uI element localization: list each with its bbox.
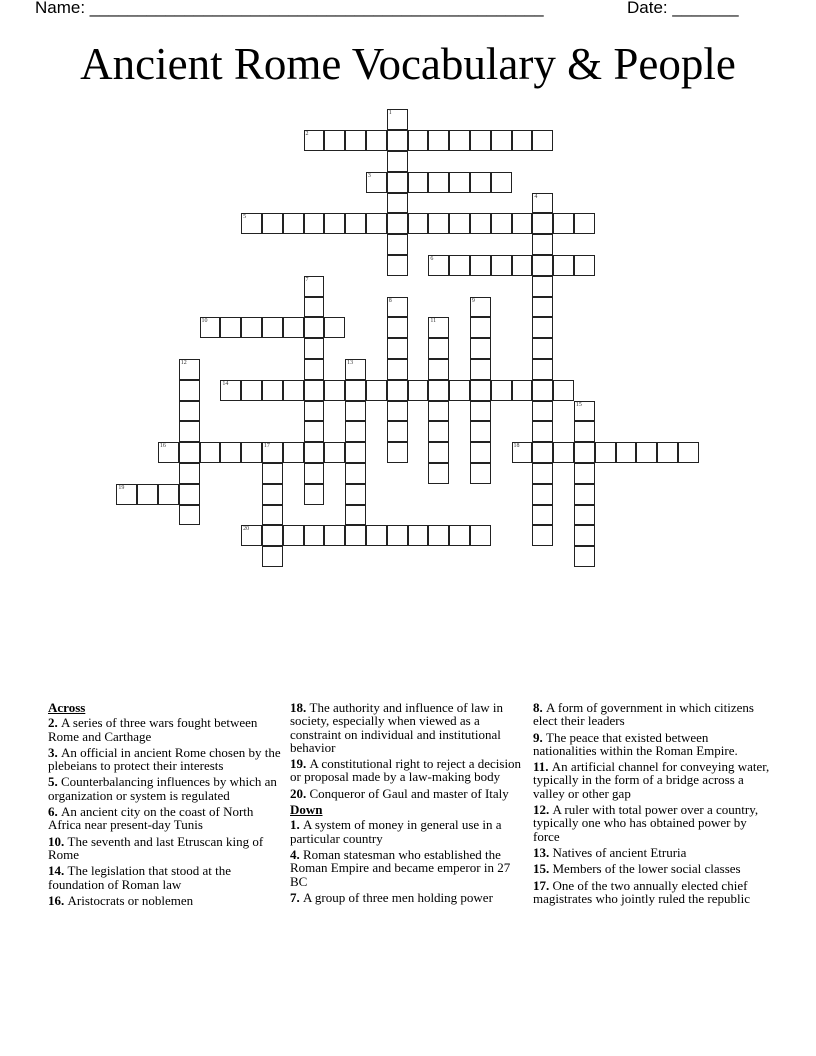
crossword-cell[interactable] xyxy=(304,484,325,505)
crossword-cell[interactable] xyxy=(262,463,283,484)
down-clue: 7. A group of three men holding power xyxy=(290,889,493,905)
crossword-cell[interactable] xyxy=(179,401,200,422)
crossword-cell[interactable] xyxy=(304,130,325,151)
crossword-cell[interactable] xyxy=(595,442,616,463)
across-clue: 5. Counterbalancing influences by which an organization or system is regulated xyxy=(48,774,277,803)
crossword-cell[interactable] xyxy=(532,463,553,484)
crossword-cell[interactable] xyxy=(241,213,262,234)
crossword-cell[interactable] xyxy=(553,255,574,276)
crossword-cell[interactable] xyxy=(179,484,200,505)
down-clue: 12. A ruler with total power over a country, typically one who has obtained power by force xyxy=(533,802,759,844)
crossword-cell[interactable] xyxy=(428,442,449,463)
down-heading: Down xyxy=(290,802,323,818)
crossword-cell[interactable] xyxy=(532,276,553,297)
crossword-cell[interactable] xyxy=(366,525,387,546)
crossword-cell[interactable] xyxy=(262,484,283,505)
clue-number-label: 2 xyxy=(48,715,55,731)
crossword-cell[interactable] xyxy=(532,421,553,442)
clue-text: A series of three wars fought between Rome and Carthage xyxy=(48,715,258,744)
crossword-cell[interactable] xyxy=(491,380,512,401)
crossword-cell[interactable] xyxy=(324,213,345,234)
across-clue: 14. The legislation that stood at the foundation of Roman law xyxy=(48,863,232,892)
crossword-cell[interactable] xyxy=(470,401,491,422)
crossword-cell[interactable] xyxy=(345,213,366,234)
down-clue: 9. The peace that existed between nationalities within the Roman Empire. xyxy=(533,729,738,758)
clue-text: The seventh and last Etruscan king of Rome xyxy=(48,833,264,862)
crossword-cell[interactable] xyxy=(408,172,429,193)
page-title: Ancient Rome Vocabulary & People xyxy=(80,39,736,89)
clue-number: 10 xyxy=(201,318,208,325)
date-field-label: Date: _______ xyxy=(627,0,739,17)
crossword-cell[interactable] xyxy=(532,234,553,255)
clue-number: 17 xyxy=(263,443,270,450)
crossword-cell[interactable] xyxy=(387,109,408,130)
crossword-cell[interactable] xyxy=(387,359,408,380)
crossword-cell[interactable] xyxy=(512,130,533,151)
down-clue: 1. A system of money in general use in a particular country xyxy=(290,817,502,846)
crossword-cell[interactable] xyxy=(387,130,408,151)
crossword-cell[interactable] xyxy=(449,130,470,151)
clue-text: A constitutional right to reject a decision or proposal made by a law-making body xyxy=(290,756,522,785)
crossword-cell[interactable] xyxy=(345,421,366,442)
clue-text: A group of three men holding power xyxy=(303,889,493,905)
crossword-cell[interactable] xyxy=(532,297,553,318)
crossword-cell[interactable] xyxy=(345,130,366,151)
clue-number-label: 8 xyxy=(533,700,540,715)
clue-number: 3 xyxy=(367,172,371,179)
crossword-cell[interactable] xyxy=(491,255,512,276)
clue-number-label: 15 xyxy=(533,861,546,877)
clue-number-label: 6 xyxy=(48,804,55,820)
crossword-cell[interactable] xyxy=(449,380,470,401)
clue-number: 12 xyxy=(180,359,187,366)
clue-number: 7 xyxy=(305,276,309,283)
crossword-cell[interactable] xyxy=(158,484,179,505)
crossword-cell[interactable] xyxy=(574,505,595,526)
crossword-cell[interactable] xyxy=(387,151,408,172)
across-heading: Across xyxy=(48,700,86,715)
crossword-cell[interactable] xyxy=(532,255,553,276)
crossword-cell[interactable] xyxy=(220,380,241,401)
crossword-cell[interactable] xyxy=(532,401,553,422)
crossword-cell[interactable] xyxy=(574,421,595,442)
crossword-cell[interactable] xyxy=(304,276,325,297)
clue-text: A form of government in which citizens elect their leaders xyxy=(533,700,754,729)
clue-number-label: 16 xyxy=(48,892,61,908)
clue-number-label: 10 xyxy=(48,833,61,849)
crossword-cell[interactable] xyxy=(179,505,200,526)
across-clue: 10. The seventh and last Etruscan king of Rome xyxy=(48,833,264,862)
crossword-cell[interactable] xyxy=(470,463,491,484)
clues-column-1 xyxy=(48,701,286,910)
across-clue: 18. The authority and influence of law in society, especially when viewed as a constraint on individual and institutional behavior xyxy=(290,700,503,755)
clue-number: 18 xyxy=(513,443,520,450)
crossword-cell[interactable] xyxy=(428,463,449,484)
crossword-cell[interactable] xyxy=(491,172,512,193)
clue-number-label: 19 xyxy=(290,756,303,772)
crossword-cell[interactable] xyxy=(366,172,387,193)
clue-number-label: 14 xyxy=(48,863,61,879)
crossword-cell[interactable] xyxy=(532,525,553,546)
crossword-cell[interactable] xyxy=(428,401,449,422)
crossword-cell[interactable] xyxy=(428,213,449,234)
crossword-cell[interactable] xyxy=(345,359,366,380)
clue-number: 5 xyxy=(243,214,247,221)
crossword-cell[interactable] xyxy=(304,297,325,318)
crossword-cell[interactable] xyxy=(428,380,449,401)
crossword-cell[interactable] xyxy=(179,380,200,401)
clue-number-label: 13 xyxy=(533,844,546,860)
crossword-cell[interactable] xyxy=(532,442,553,463)
crossword-cell[interactable] xyxy=(387,401,408,422)
across-clue: 3. An official in ancient Rome chosen by the plebeians to protect their interests xyxy=(48,744,281,774)
clue-text: An artificial channel for conveying water, typically in the form of a bridge across a valley or other gap xyxy=(533,759,770,801)
crossword-cell[interactable] xyxy=(387,338,408,359)
crossword-cell[interactable] xyxy=(283,213,304,234)
crossword-cell[interactable] xyxy=(345,525,366,546)
crossword-cell[interactable] xyxy=(553,380,574,401)
across-clue: 2. A series of three wars fought between Rome and Carthage xyxy=(48,715,258,744)
crossword-cell[interactable] xyxy=(449,255,470,276)
crossword-cell[interactable] xyxy=(532,380,553,401)
across-clue: 16. Aristocrats or noblemen xyxy=(48,892,194,908)
crossword-cell[interactable] xyxy=(470,525,491,546)
crossword-cell[interactable] xyxy=(366,213,387,234)
crossword-cell[interactable] xyxy=(574,255,595,276)
crossword-cell[interactable] xyxy=(470,130,491,151)
crossword-cell[interactable] xyxy=(241,525,262,546)
crossword-cell[interactable] xyxy=(324,380,345,401)
crossword-cell[interactable] xyxy=(428,421,449,442)
clue-text: A system of money in general use in a particular country xyxy=(290,817,502,846)
clue-number-label: 12 xyxy=(533,802,546,818)
crossword-cell[interactable] xyxy=(179,463,200,484)
crossword-cell[interactable] xyxy=(324,525,345,546)
crossword-cell[interactable] xyxy=(470,380,491,401)
crossword-cell[interactable] xyxy=(262,442,283,463)
crossword-cell[interactable] xyxy=(470,442,491,463)
clue-number: 16 xyxy=(159,443,166,450)
crossword-cell[interactable] xyxy=(283,442,304,463)
clue-number: 20 xyxy=(243,526,250,533)
crossword-cell[interactable] xyxy=(657,442,678,463)
crossword-cell[interactable] xyxy=(574,484,595,505)
crossword-cell[interactable] xyxy=(283,525,304,546)
name-field-label: Name: ________________________________________________ xyxy=(35,0,544,17)
clue-number: 15 xyxy=(575,401,582,408)
crossword-cell[interactable] xyxy=(449,213,470,234)
clue-number: 11 xyxy=(430,318,437,325)
clue-number-label: 1 xyxy=(290,817,297,833)
clue-text: Roman statesman who established the Roman Empire and became emperor in 27 BC xyxy=(290,846,511,889)
down-clue: 8. A form of government in which citizens elect their leaders xyxy=(533,700,754,729)
crossword-cell[interactable] xyxy=(262,525,283,546)
crossword-cell[interactable] xyxy=(262,546,283,567)
crossword-cell[interactable] xyxy=(200,317,221,338)
crossword-cell[interactable] xyxy=(387,525,408,546)
crossword-cell[interactable] xyxy=(345,484,366,505)
crossword-cell[interactable] xyxy=(553,442,574,463)
crossword-cell[interactable] xyxy=(387,255,408,276)
crossword-cell[interactable] xyxy=(428,130,449,151)
crossword-cell[interactable] xyxy=(553,213,574,234)
clue-number: 6 xyxy=(430,255,434,262)
crossword-cell[interactable] xyxy=(428,359,449,380)
crossword-cell[interactable] xyxy=(532,484,553,505)
clue-number: 9 xyxy=(471,297,475,304)
crossword-cell[interactable] xyxy=(179,442,200,463)
clue-number: 2 xyxy=(305,131,309,138)
crossword-cell[interactable] xyxy=(428,255,449,276)
crossword-cell[interactable] xyxy=(304,401,325,422)
clue-number-label: 17 xyxy=(533,877,546,893)
crossword-cell[interactable] xyxy=(387,442,408,463)
clue-number-label: 5 xyxy=(48,774,55,790)
crossword-cell[interactable] xyxy=(304,463,325,484)
crossword-cell[interactable] xyxy=(574,463,595,484)
crossword-cell[interactable] xyxy=(616,442,637,463)
crossword-cell[interactable] xyxy=(304,442,325,463)
crossword-cell[interactable] xyxy=(574,401,595,422)
crossword-cell[interactable] xyxy=(179,421,200,442)
crossword-cell[interactable] xyxy=(262,317,283,338)
clue-number: 13 xyxy=(347,359,354,366)
crossword-cell[interactable] xyxy=(366,130,387,151)
clue-text: The authority and influence of law in society, especially when viewed as a constraint on individual and institutional behavior xyxy=(290,700,503,755)
clue-number: 14 xyxy=(222,380,229,387)
clue-number-label: 7 xyxy=(290,889,297,905)
crossword-cell[interactable] xyxy=(345,401,366,422)
crossword-cell[interactable] xyxy=(304,525,325,546)
crossword-cell[interactable] xyxy=(408,130,429,151)
crossword-cell[interactable] xyxy=(262,213,283,234)
crossword-cell[interactable] xyxy=(324,442,345,463)
crossword-cell[interactable] xyxy=(304,359,325,380)
clue-text: An official in ancient Rome chosen by the plebeians to protect their interests xyxy=(48,744,281,774)
clues-column-2 xyxy=(290,701,528,907)
crossword-cell[interactable] xyxy=(428,338,449,359)
crossword-cell[interactable] xyxy=(574,442,595,463)
clue-number: 8 xyxy=(388,297,392,304)
crossword-cell[interactable] xyxy=(470,172,491,193)
crossword-cell[interactable] xyxy=(304,380,325,401)
crossword-cell[interactable] xyxy=(512,255,533,276)
crossword-cell[interactable] xyxy=(470,317,491,338)
crossword-cell[interactable] xyxy=(428,525,449,546)
crossword-cell[interactable] xyxy=(241,442,262,463)
clues-column-3 xyxy=(533,701,771,908)
crossword-cell[interactable] xyxy=(574,546,595,567)
crossword-cell[interactable] xyxy=(470,255,491,276)
crossword-cell[interactable] xyxy=(532,130,553,151)
clue-number-label: 3 xyxy=(48,744,55,760)
clue-text: A ruler with total power over a country, typically one who has obtained power by force xyxy=(533,802,759,844)
crossword-cell[interactable] xyxy=(387,213,408,234)
crossword-cell[interactable] xyxy=(678,442,699,463)
crossword-cell[interactable] xyxy=(304,421,325,442)
crossword-cell[interactable] xyxy=(408,380,429,401)
crossword-cell[interactable] xyxy=(491,213,512,234)
crossword-cell[interactable] xyxy=(137,484,158,505)
crossword-cell[interactable] xyxy=(532,213,553,234)
clue-number: 1 xyxy=(388,110,392,117)
clue-number-label: 11 xyxy=(533,759,546,775)
across-clue: 6. An ancient city on the coast of North Africa near present-day Tunis xyxy=(48,804,254,833)
clue-text: Counterbalancing influences by which an organization or system is regulated xyxy=(48,774,277,803)
crossword-cell[interactable] xyxy=(220,317,241,338)
crossword-cell[interactable] xyxy=(387,317,408,338)
crossword-cell[interactable] xyxy=(574,213,595,234)
crossword-cell[interactable] xyxy=(304,338,325,359)
clue-number: 19 xyxy=(118,484,125,491)
crossword-cell[interactable] xyxy=(512,213,533,234)
crossword-cell[interactable] xyxy=(304,317,325,338)
crossword-cell[interactable] xyxy=(512,380,533,401)
across-clue: 20. Conqueror of Gaul and master of Italy xyxy=(290,785,509,801)
clue-number-label: 9 xyxy=(533,729,540,745)
crossword-cell[interactable] xyxy=(387,193,408,214)
crossword-cell[interactable] xyxy=(179,359,200,380)
clue-text: Conqueror of Gaul and master of Italy xyxy=(309,785,509,801)
crossword-cell[interactable] xyxy=(387,421,408,442)
crossword-cell[interactable] xyxy=(345,463,366,484)
crossword-cell[interactable] xyxy=(387,297,408,318)
crossword-cell[interactable] xyxy=(158,442,179,463)
crossword-cell[interactable] xyxy=(470,338,491,359)
crossword-cell[interactable] xyxy=(470,421,491,442)
crossword-cell[interactable] xyxy=(470,359,491,380)
crossword-cell[interactable] xyxy=(408,213,429,234)
crossword-cell[interactable] xyxy=(574,525,595,546)
clue-text: The peace that existed between nationalities within the Roman Empire. xyxy=(533,729,738,758)
clue-text: Aristocrats or noblemen xyxy=(67,892,194,908)
crossword-cell[interactable] xyxy=(491,130,512,151)
crossword-cell[interactable] xyxy=(345,380,366,401)
crossword-cell[interactable] xyxy=(262,380,283,401)
crossword-cell[interactable] xyxy=(241,317,262,338)
crossword-cell[interactable] xyxy=(366,380,387,401)
clue-text: Members of the lower social classes xyxy=(552,861,741,877)
crossword-cell[interactable] xyxy=(387,172,408,193)
crossword-cell[interactable] xyxy=(304,213,325,234)
crossword-cell[interactable] xyxy=(532,359,553,380)
crossword-cell[interactable] xyxy=(262,505,283,526)
clue-number-label: 18 xyxy=(290,700,303,715)
crossword-cell[interactable] xyxy=(241,380,262,401)
crossword-cell[interactable] xyxy=(408,525,429,546)
crossword-cell[interactable] xyxy=(532,338,553,359)
crossword-cell[interactable] xyxy=(345,442,366,463)
down-clue: 13. Natives of ancient Etruria xyxy=(533,844,687,860)
crossword-cell[interactable] xyxy=(116,484,137,505)
clue-number-label: 20 xyxy=(290,785,303,801)
crossword-cell[interactable] xyxy=(220,442,241,463)
crossword-cell[interactable] xyxy=(532,317,553,338)
crossword-cell[interactable] xyxy=(387,380,408,401)
crossword-cell[interactable] xyxy=(470,297,491,318)
clue-text: The legislation that stood at the foundation of Roman law xyxy=(48,863,232,892)
clue-text: An ancient city on the coast of North Africa near present-day Tunis xyxy=(48,804,254,833)
clue-number-label: 4 xyxy=(290,846,297,862)
crossword-cell[interactable] xyxy=(345,505,366,526)
crossword-cell[interactable] xyxy=(283,380,304,401)
crossword-cell[interactable] xyxy=(636,442,657,463)
down-clue: 17. One of the two annually elected chief magistrates who jointly ruled the republic xyxy=(533,877,750,906)
clue-text: Natives of ancient Etruria xyxy=(552,844,687,860)
crossword-cell[interactable] xyxy=(512,442,533,463)
down-clue: 15. Members of the lower social classes xyxy=(533,861,741,877)
clue-text: One of the two annually elected chief magistrates who jointly ruled the republic xyxy=(533,877,750,906)
crossword-cell[interactable] xyxy=(449,172,470,193)
crossword-cell[interactable] xyxy=(324,317,345,338)
crossword-cell[interactable] xyxy=(470,213,491,234)
crossword-cell[interactable] xyxy=(449,525,470,546)
crossword-cell[interactable] xyxy=(428,317,449,338)
crossword-cell[interactable] xyxy=(532,193,553,214)
crossword-cell[interactable] xyxy=(283,317,304,338)
crossword-cell[interactable] xyxy=(428,172,449,193)
crossword-cell[interactable] xyxy=(324,130,345,151)
down-clue: 11. An artificial channel for conveying water, typically in the form of a bridge across a valley or other gap xyxy=(533,759,770,801)
crossword-cell[interactable] xyxy=(532,505,553,526)
crossword-cell[interactable] xyxy=(200,442,221,463)
crossword-cell[interactable] xyxy=(387,234,408,255)
down-clue: 4. Roman statesman who established the Roman Empire and became emperor in 27 BC xyxy=(290,846,511,889)
across-clue: 19. A constitutional right to reject a decision or proposal made by a law-making body xyxy=(290,756,522,785)
clue-number: 4 xyxy=(534,193,538,200)
